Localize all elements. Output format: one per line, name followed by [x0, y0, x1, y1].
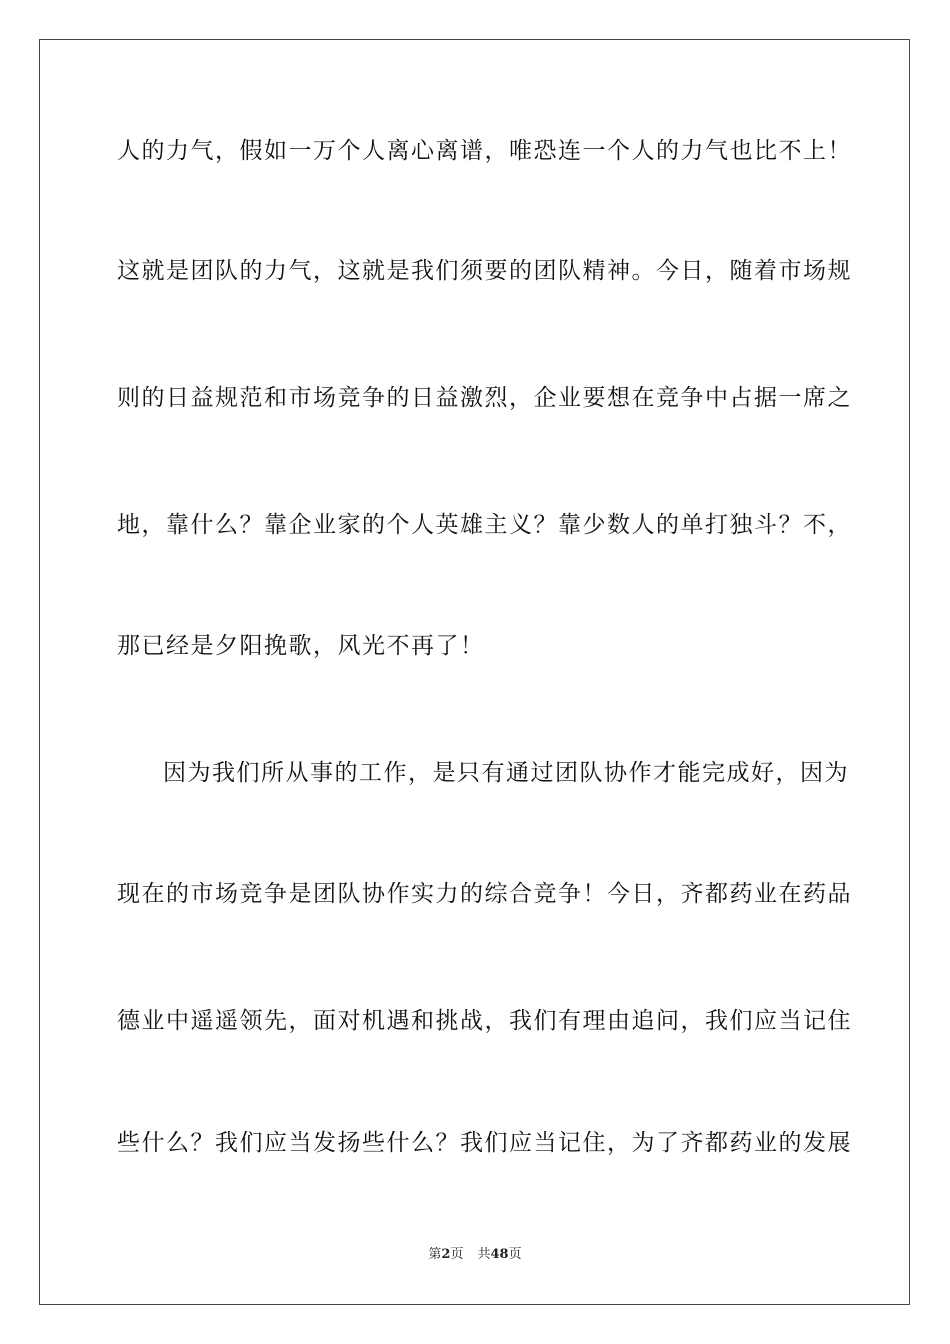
page-footer — [0, 1246, 950, 1264]
total-suffix: 页 — [508, 1247, 522, 1262]
page-number: 2 — [441, 1247, 451, 1262]
text-line-1: 人的力气，假如一万个人离心离谱，唯恐连一个人的力气也比不上！ — [117, 138, 852, 164]
total-pages: 48 — [490, 1247, 509, 1262]
text-line-3: 则的日益规范和市场竞争的日益激烈，企业要想在竞争中占据一席之 — [117, 385, 852, 411]
text-line-9: 些什么？我们应当发扬些什么？我们应当记住，为了齐都药业的发展 — [117, 1130, 852, 1156]
text-line-8: 德业中遥遥领先，面对机遇和挑战，我们有理由追问，我们应当记住 — [117, 1008, 852, 1034]
text-line-2: 这就是团队的力气，这就是我们须要的团队精神。今日，随着市场规 — [117, 258, 852, 284]
total-prefix: 共 — [477, 1247, 491, 1262]
page-prefix: 第 — [428, 1247, 442, 1262]
text-line-5: 那已经是夕阳挽歌，风光不再了！ — [117, 633, 485, 659]
page-suffix: 页 — [450, 1247, 464, 1262]
page-border — [39, 39, 910, 1305]
text-line-4: 地，靠什么？靠企业家的个人英雄主义？靠少数人的单打独斗？不， — [117, 512, 852, 538]
text-line-7: 现在的市场竞争是团队协作实力的综合竞争！今日，齐都药业在药品 — [117, 881, 852, 907]
text-line-6-paragraph-start: 因为我们所从事的工作，是只有通过团队协作才能完成好，因为 — [163, 760, 849, 786]
